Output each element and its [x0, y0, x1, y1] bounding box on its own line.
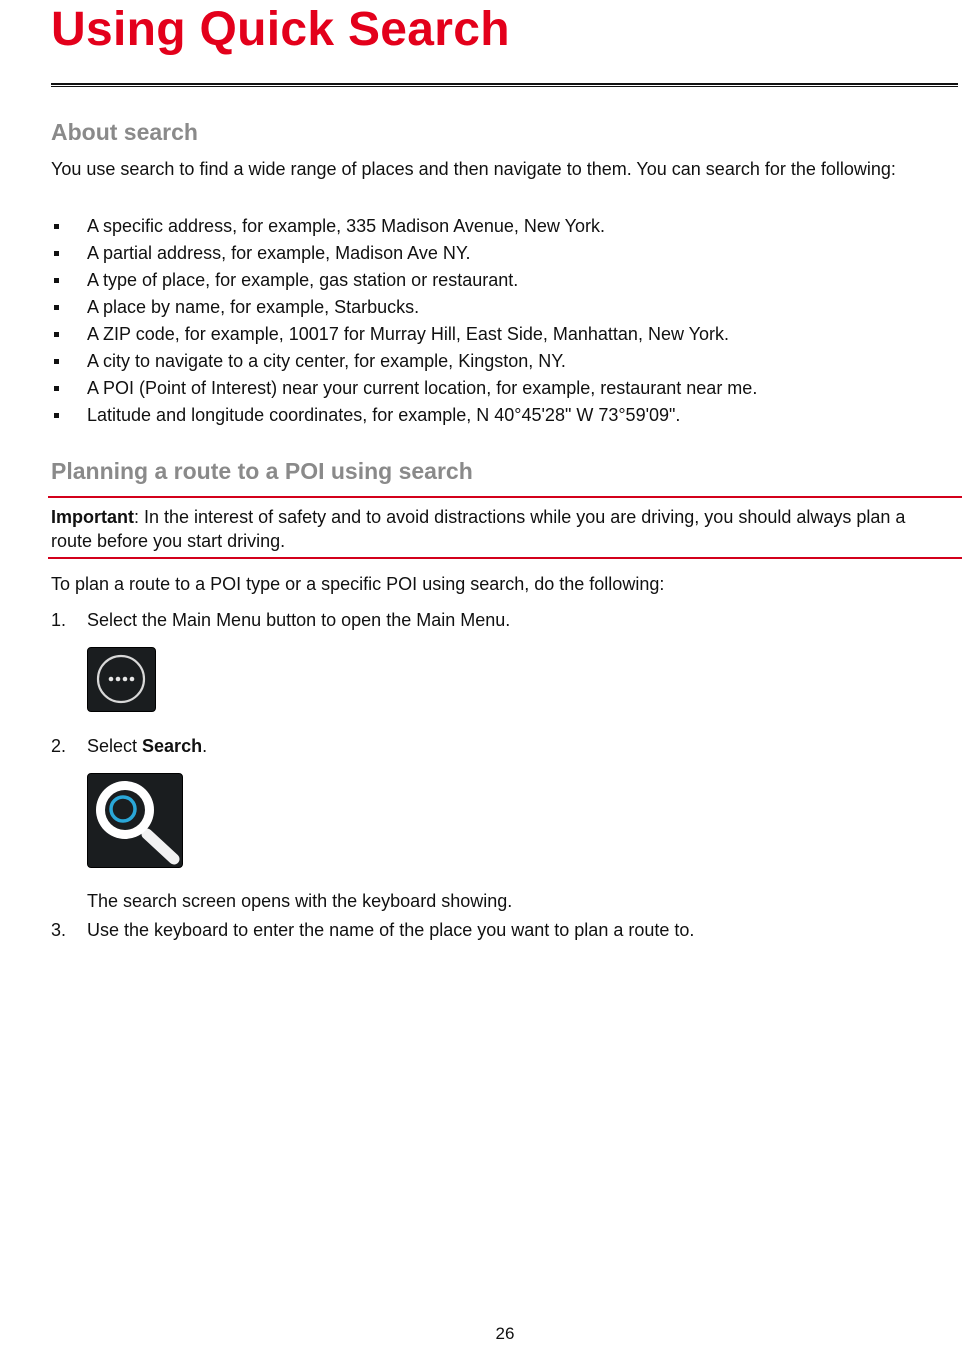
- step-text: Select the Main Menu button to open the Main Menu.: [87, 610, 511, 630]
- list-item: A place by name, for example, Starbucks.: [51, 295, 951, 322]
- title-divider: [51, 83, 958, 87]
- bullet-icon: [54, 413, 59, 418]
- bullet-icon: [54, 359, 59, 364]
- planning-intro: To plan a route to a POI type or a specific POI using search, do the following:: [51, 574, 665, 594]
- about-intro: You use search to find a wide range of places and then navigate to them. You can search for the following:: [51, 159, 896, 179]
- search-label: Search: [142, 736, 203, 756]
- list-item: A type of place, for example, gas station or restaurant.: [51, 268, 951, 295]
- list-item: A POI (Point of Interest) near your current location, for example, restaurant near me.: [51, 376, 951, 403]
- step-2-note: The search screen opens with the keyboard showing.: [87, 891, 513, 911]
- list-item: A ZIP code, for example, 10017 for Murray Hill, East Side, Manhattan, New York.: [51, 322, 951, 349]
- step-number: 2.: [51, 736, 67, 756]
- important-label: Important: [51, 507, 134, 527]
- bullet-icon: [54, 278, 59, 283]
- list-item: A city to navigate to a city center, for example, Kingston, NY.: [51, 349, 951, 376]
- bullet-icon: [54, 332, 59, 337]
- step-number: 3.: [51, 920, 67, 940]
- step-text: Use the keyboard to enter the name of the place you want to plan a route to.: [87, 920, 695, 940]
- search-types-list: [51, 214, 951, 430]
- step-3: [51, 918, 694, 942]
- search-button[interactable]: [87, 773, 183, 868]
- main-menu-icon: [88, 648, 155, 711]
- bullet-icon: [54, 224, 59, 229]
- page-number: 26: [495, 1324, 515, 1343]
- important-text: : In the interest of safety and to avoid distractions while you are driving, you should always plan a route before you start driving.: [51, 507, 906, 551]
- list-item: A specific address, for example, 335 Madison Avenue, New York.: [51, 214, 951, 241]
- section-heading-planning: Planning a route to a POI using search: [51, 458, 473, 484]
- important-top-rule: [48, 496, 962, 498]
- list-item: Latitude and longitude coordinates, for example, N 40°45'28" W 73°59'09".: [51, 403, 951, 430]
- step-2: 2. Select Search.: [51, 736, 208, 756]
- important-bottom-rule: [48, 557, 962, 559]
- list-item: A partial address, for example, Madison Ave NY.: [51, 241, 951, 268]
- main-menu-button[interactable]: [87, 647, 156, 712]
- bullet-icon: [54, 386, 59, 391]
- step-1: [51, 608, 510, 632]
- page-title: Using Quick Search: [51, 3, 510, 56]
- section-heading-about: About search: [51, 119, 198, 145]
- bullet-icon: [54, 305, 59, 310]
- important-note: [51, 505, 951, 553]
- search-icon: [88, 774, 182, 867]
- step-number: 1.: [51, 610, 67, 630]
- bullet-icon: [54, 251, 59, 256]
